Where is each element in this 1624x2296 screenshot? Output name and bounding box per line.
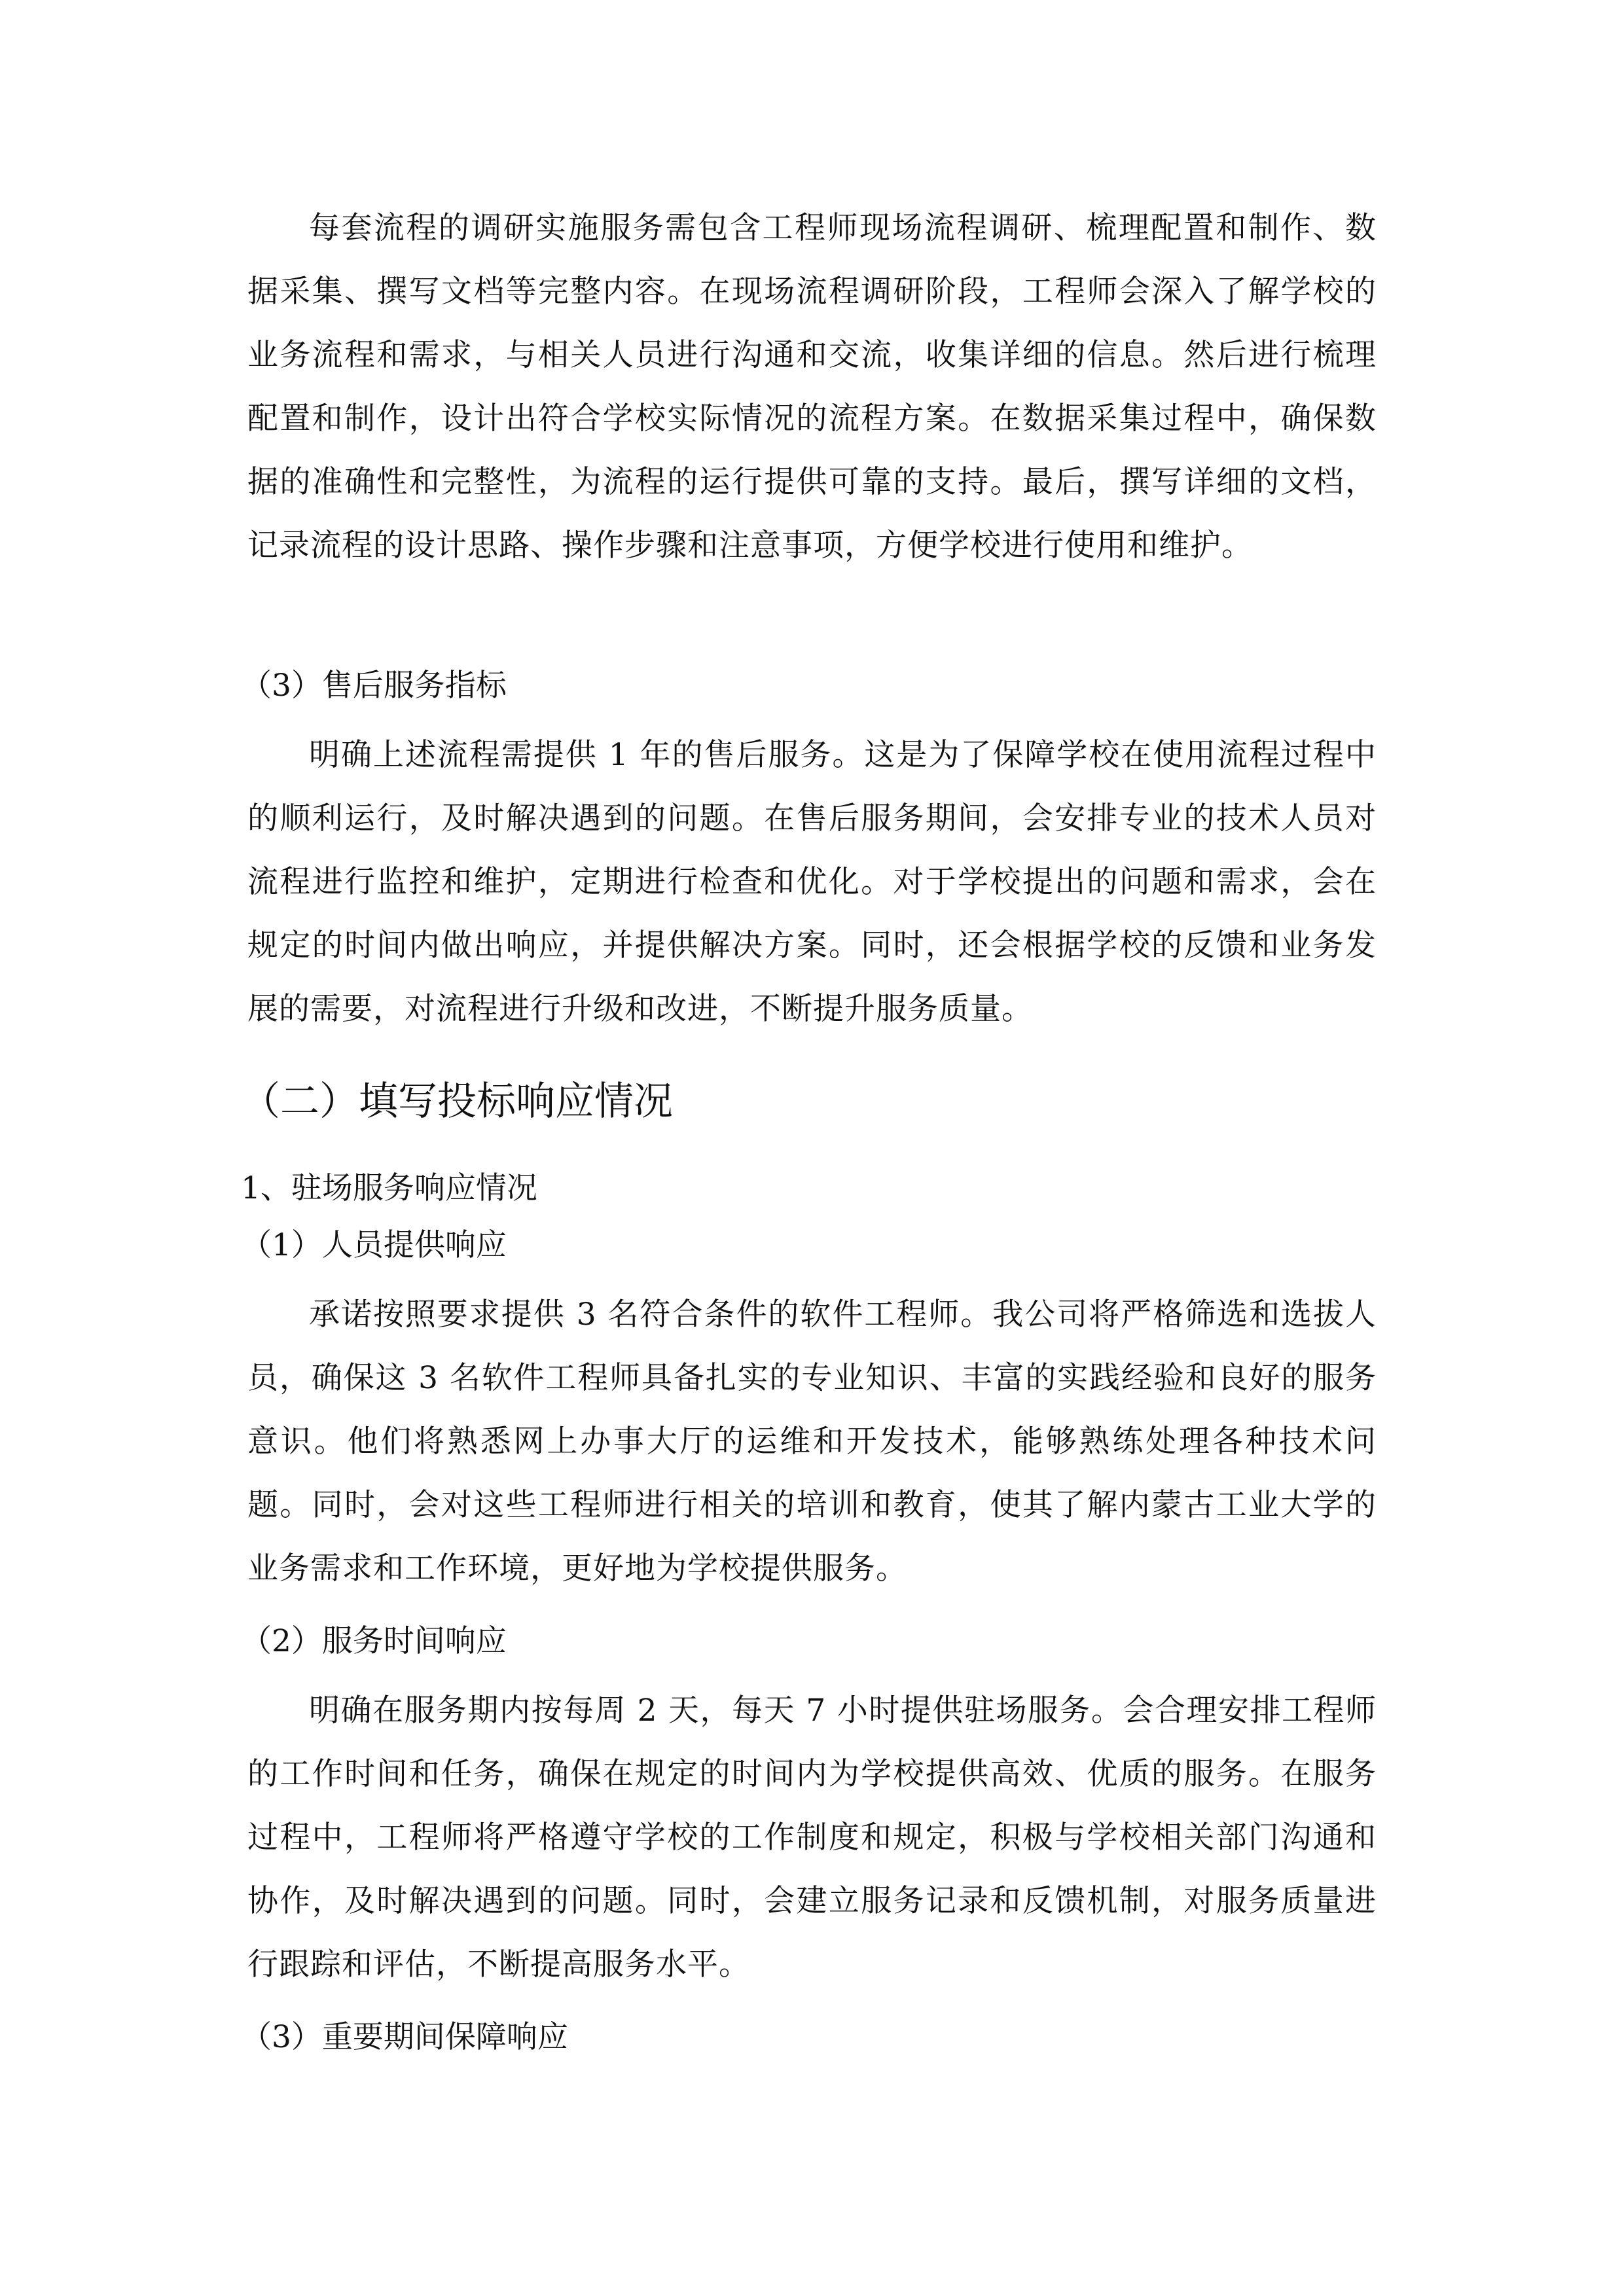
paragraph-research-service: 每套流程的调研实施服务需包含工程师现场流程调研、梳理配置和制作、数据采集、撰写文档等完整内容。在现场流程调研阶段，工程师会深入了解学校的业务流程和需求，与相关人员进行沟通和交流，收集详细的信息。然后进行梳理配置和制作，设计出符合学校实际情况的流程方案。在数据采集过程中，确保数据的准确性和完整性，为流程的运行提供可靠的支持。最后，撰写详细的文档，记录流程的设计思路、操作步骤和注意事项，方便学校进行使用和维护。	[247, 210, 1377, 564]
paragraph-after-sales: 明确上述流程需提供 1 年的售后服务。这是为了保障学校在使用流程过程中的顺利运行，及时解决遇到的问题。在售后服务期间，会安排专业的技术人员对流程进行监控和维护，定期进行检查和优化。对于学校提出的问题和需求，会在规定的时间内做出响应，并提供解决方案。同时，还会根据学校的反馈和业务发展的需要，对流程进行升级和改进，不断提升服务质量。	[247, 737, 1377, 1027]
subheading-after-sales: （3）售后服务指标	[241, 668, 507, 704]
paragraph-service-time: 明确在服务期内按每周 2 天，每天 7 小时提供驻场服务。会合理安排工程师的工作时间和任务，确保在规定的时间内为学校提供高效、优质的服务。在服务过程中，工程师将严格遵守学校的工作制度和规定，积极与学校相关部门沟通和协作，及时解决遇到的问题。同时，会建立服务记录和反馈机制，对服务质量进行跟踪和评估，不断提高服务水平。	[247, 1693, 1377, 1982]
subheading-onsite-response: 1、驻场服务响应情况	[241, 1170, 537, 1206]
paragraph-staffing-response: 承诺按照要求提供 3 名符合条件的软件工程师。我公司将严格筛选和选拔人员，确保这 3 名软件工程师具备扎实的专业知识、丰富的实践经验和良好的服务意识。他们将熟悉网上办事大厅的运维和开发技术，能够熟练处理各种技术问题。同时，会对这些工程师进行相关的培训和教育，使其了解内蒙古工业大学的业务需求和工作环境，更好地为学校提供服务。	[247, 1297, 1377, 1587]
subheading-staffing-response: （1）人员提供响应	[241, 1227, 507, 1263]
subheading-service-time: （2）服务时间响应	[241, 1623, 507, 1659]
subheading-key-period-guarantee: （3）重要期间保障响应	[241, 2019, 568, 2055]
section-heading-bid-response: （二）填写投标响应情况	[241, 1079, 673, 1124]
